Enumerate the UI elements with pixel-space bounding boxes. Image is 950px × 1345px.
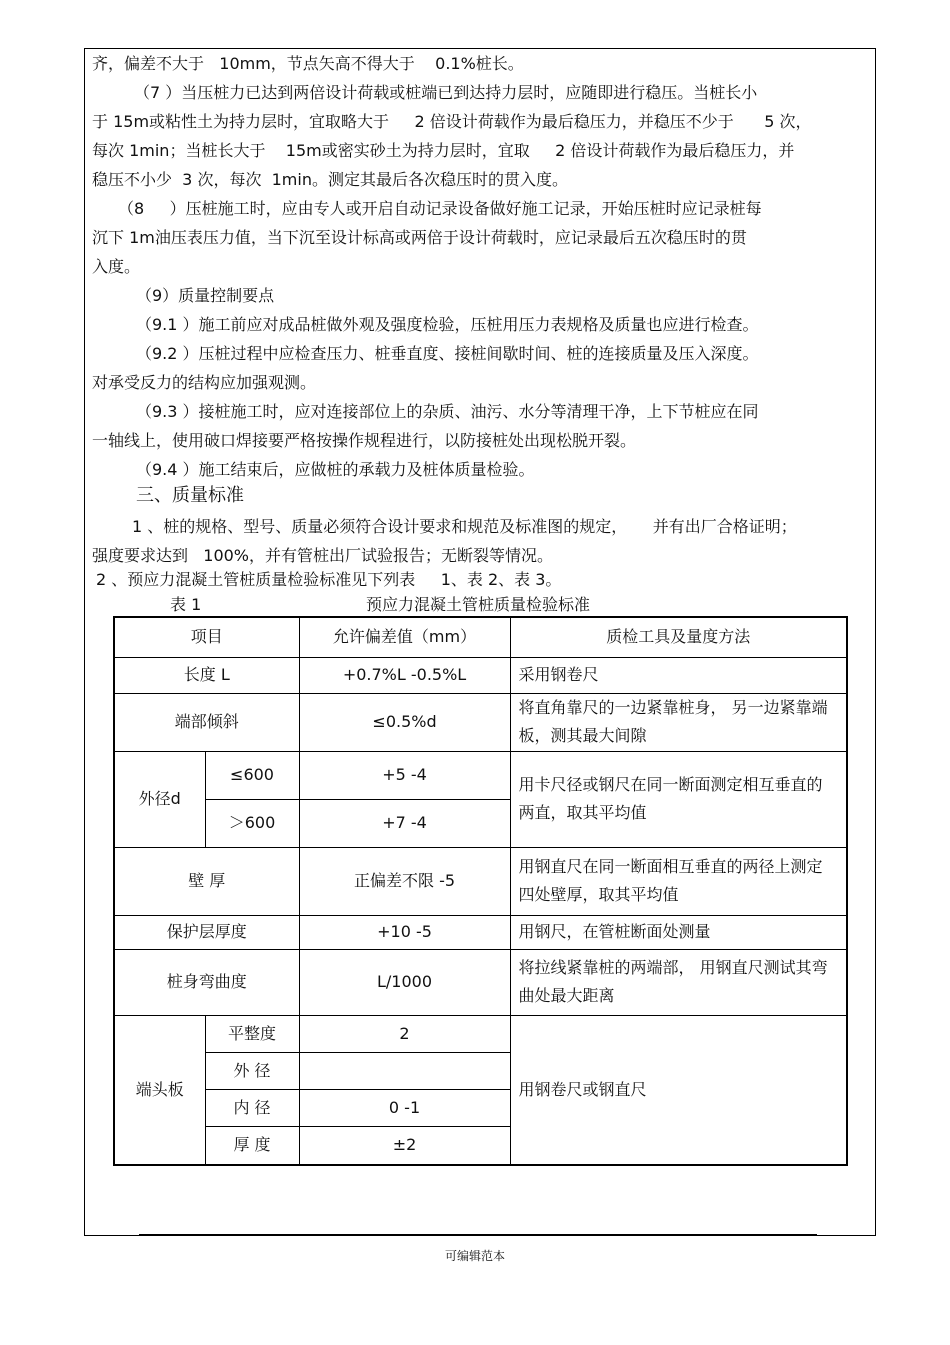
text-line: （9）质量控制要点: [136, 286, 275, 305]
header-tolerance: 允许偏差值（mm）: [299, 617, 510, 657]
row-tolerance: +10 -5: [299, 915, 510, 949]
table-title: 预应力混凝土管桩质量检验标准: [366, 595, 591, 614]
table-row: [114, 751, 847, 799]
row-subitem: ＞600: [205, 799, 299, 847]
table-row: [114, 949, 847, 1015]
row-tolerance: +7 -4: [299, 799, 510, 847]
text-line: （9.2 ）压桩过程中应检查压力、桩垂直度、接桩间歇时间、桩的连接质量及压入深度。: [136, 344, 759, 363]
row-method: 将拉线紧靠桩的两端部， 用钢直尺测试其弯曲处最大距离: [510, 949, 847, 1015]
row-tolerance: +5 -4: [299, 751, 510, 799]
row-tolerance: L/1000: [299, 949, 510, 1015]
group-outer-diameter: 外径d: [114, 751, 205, 847]
row-tolerance: +0.7%L -0.5%L: [299, 657, 510, 693]
text-line: 1 、桩的规格、型号、质量必须符合设计要求和规范及标准图的规定， 并有出厂合格证明；: [132, 517, 797, 536]
text-line: 沉下 1m油压表压力值，当下沉至设计标高或两倍于设计荷载时，应记录最后五次稳压时的贯: [92, 228, 747, 247]
footer-divider: [139, 1234, 817, 1235]
row-tolerance: 正偏差不限 -5: [299, 847, 510, 915]
row-subitem: 平整度: [205, 1015, 299, 1052]
row-subitem: ≤600: [205, 751, 299, 799]
row-tolerance: ±2: [299, 1126, 510, 1165]
section-heading: 三、质量标准: [136, 485, 244, 506]
row-item: 桩身弯曲度: [114, 949, 299, 1015]
text-line: 强度要求达到 100%，并有管桩出厂试验报告；无断裂等情况。: [92, 546, 554, 565]
header-item: 项目: [114, 617, 299, 657]
row-item: 保护层厚度: [114, 915, 299, 949]
row-item: 长度 L: [114, 657, 299, 693]
text-line: 2 、预应力混凝土管桩质量检验标准见下列表 1、表 2、表 3。: [96, 570, 562, 589]
row-subitem: 外 径: [205, 1052, 299, 1089]
footer-text: 可编辑范本: [444, 1249, 505, 1263]
group-end-plate: 端头板: [114, 1015, 205, 1165]
text-line: （9.1 ）施工前应对成品桩做外观及强度检验，压桩用压力表规格及质量也应进行检查。: [136, 315, 759, 334]
row-tolerance: 0 -1: [299, 1089, 510, 1126]
row-item: 壁 厚: [114, 847, 299, 915]
row-tolerance: [299, 1052, 510, 1089]
text-line: （9.3 ）接桩施工时，应对连接部位上的杂质、油污、水分等清理干净，上下节桩应在同: [136, 402, 759, 421]
text-line: 一轴线上，使用破口焊接要严格按操作规程进行，以防接桩处出现松脱开裂。: [92, 431, 637, 450]
table-row: [114, 847, 847, 915]
row-method: 用钢卷尺或钢直尺: [510, 1015, 847, 1165]
text-line: 齐，偏差不大于 10mm，节点矢高不得大于 0.1%桩长。: [92, 54, 524, 73]
text-line: 于 15m或粘性土为持力层时，宜取略大于 2 倍设计荷载作为最后稳压力，并稳压不少于 5 次，: [92, 112, 812, 131]
row-method: 将直角靠尺的一边紧靠桩身， 另一边紧靠端板，测其最大间隙: [510, 693, 847, 751]
text-line: （7 ）当压桩力已达到两倍设计荷载或桩端已到达持力层时，应随即进行稳压。当桩长小: [134, 83, 758, 102]
row-subitem: 厚 度: [205, 1126, 299, 1165]
row-tolerance: ≤0.5%d: [299, 693, 510, 751]
text-line: 对承受反力的结构应加强观测。: [92, 373, 317, 392]
text-line: （9.4 ）施工结束后，应做桩的承载力及桩体质量检验。: [136, 460, 535, 479]
row-method: 用钢尺，在管桩断面处测量: [510, 915, 847, 949]
row-item: 端部倾斜: [114, 693, 299, 751]
text-line: 稳压不小少 3 次，每次 1min。测定其最后各次稳压时的贯入度。: [92, 170, 568, 189]
row-method: 用卡尺径或钢尺在同一断面测定相互垂直的两直，取其平均值: [510, 751, 847, 847]
row-method: 用钢直尺在同一断面相互垂直的两径上测定四处壁厚，取其平均值: [510, 847, 847, 915]
table-row: [114, 693, 847, 751]
table-row: [114, 657, 847, 693]
row-subitem: 内 径: [205, 1089, 299, 1126]
text-line: 每次 1min；当桩长大于 15m或密实砂土为持力层时，宜取 2 倍设计荷载作为最后稳压力，并: [92, 141, 795, 160]
row-tolerance: 2: [299, 1015, 510, 1052]
table-row: [114, 915, 847, 949]
text-line: （8 ）压桩施工时，应由专人或开启自动记录设备做好施工记录，开始压桩时应记录桩每: [118, 199, 762, 218]
text-line: 入度。: [92, 257, 141, 276]
table-number: 表 1: [170, 595, 202, 614]
table-row: [114, 1015, 847, 1052]
row-method: 采用钢卷尺: [510, 657, 847, 693]
table-header-row: [114, 617, 847, 657]
header-method: 质检工具及量度方法: [510, 617, 847, 657]
quality-standard-table: [113, 616, 848, 1166]
